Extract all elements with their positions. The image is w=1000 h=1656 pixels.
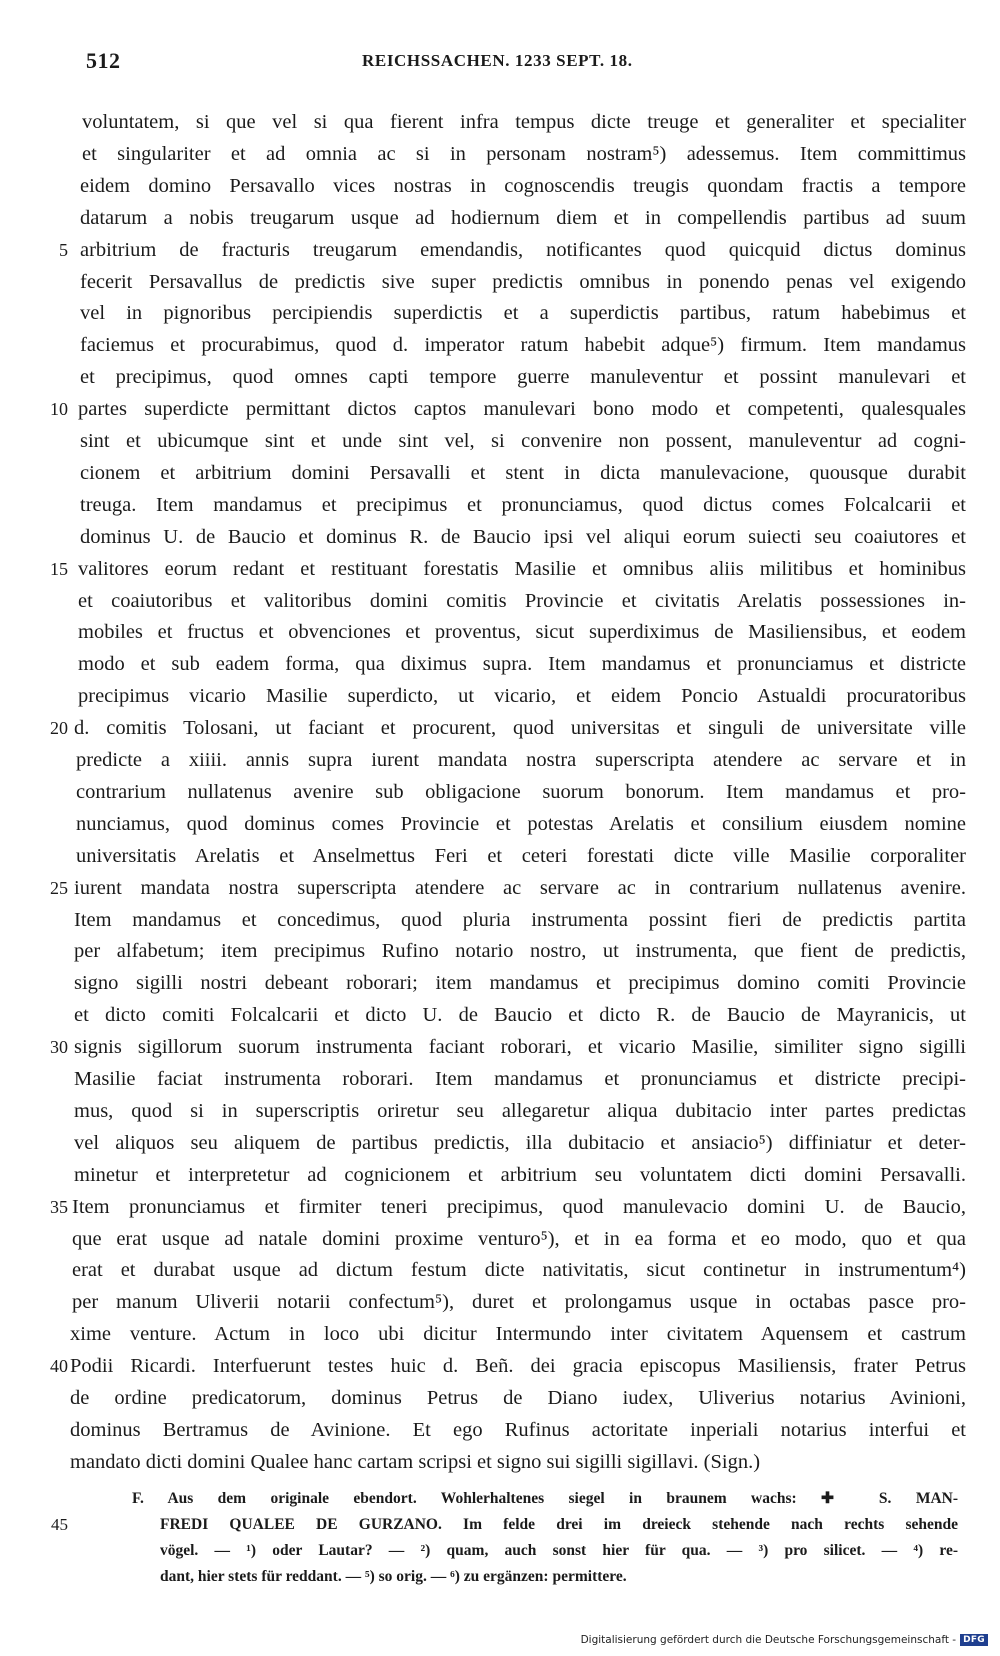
line-number: 25	[50, 877, 68, 898]
text-line: contrarium nullatenus avenire sub obligacione suorum bonorum. Item mandamus et pro-	[76, 780, 966, 803]
footnote-line: FREDI QUALEE DE GURZANO. Im felde drei im dreieck stehende nach rechts sehende	[160, 1516, 958, 1533]
line-number: 40	[50, 1356, 68, 1377]
page-number: 512	[86, 48, 121, 73]
text-line: per manum Uliverii notarii confectum⁵), duret et prolongamus usque in octabas pasce pro-	[72, 1291, 966, 1314]
text-line: de ordine predicatorum, dominus Petrus de Diano iudex, Uliverius notarius Avinioni,	[70, 1387, 966, 1409]
text-line: modo et sub eadem forma, qua diximus supra. Item mandamus et pronunciamus et districte	[78, 653, 966, 676]
text-line: Item mandamus et concedimus, quod pluria instrumenta possint fieri de predictis partita	[74, 908, 966, 931]
text-line: universitatis Arelatis et Anselmettus Feri et ceteri forestati dicte ville Masilie corporaliter	[76, 844, 966, 867]
text-line: minetur et interpretetur ad cognicionem et arbitrium seu voluntatem dicti domini Persavalli.	[74, 1163, 966, 1186]
text-line: datarum a nobis treugarum usque ad hodiernum diem et in compellendis partibus ad suum	[80, 206, 966, 229]
text-line: arbitrium de fracturis treugarum emendandis, notificantes quod quicquid dictus dominus	[80, 238, 966, 261]
text-line: signo sigilli nostri debeant roborari; item mandamus et precipimus domino comiti Provincie	[74, 972, 966, 995]
text-line: mobiles et fructus et obvenciones et proventus, sicut superdiximus de Masiliensibus, et eodem	[78, 621, 966, 644]
text-line: dominus Bertramus de Avinione. Et ego Rufinus actoritate inperiali notarius interfui et	[70, 1418, 966, 1441]
line-number: 20	[50, 718, 68, 739]
text-line: per alfabetum; item precipimus Rufino notario nostro, ut instrumenta, que fient de predictis,	[74, 940, 966, 963]
text-line: que erat usque ad natale domini proxime venturo⁵), et in ea forma et eo modo, quo et qua	[72, 1227, 966, 1250]
text-line: vel in pignoribus percipiendis superdictis et a superdictis partibus, ratum habebimus et	[80, 302, 966, 325]
running-title: REICHSSACHEN. 1233 SEPT. 18.	[362, 51, 633, 70]
page-header	[0, 48, 1000, 78]
text-line: et precipimus, quod omnes capti tempore guerre manuleventur et possint manulevari et	[80, 366, 966, 389]
text-line: predicte a xiiii. annis supra iurent mandata nostra superscripta atendere ac servare et in	[76, 749, 966, 771]
text-line: cionem et arbitrium domini Persavalli et stent in dicta manulevacione, quousque durabit	[80, 461, 966, 484]
text-line: faciemus et procurabimus, quod d. imperator ratum habebit adque⁵) firmum. Item mandamus	[80, 334, 966, 357]
text-line: fecerit Persavallus de predictis sive super predictis omnibus in ponendo penas vel exigendo	[80, 270, 966, 293]
text-line: treuga. Item mandamus et precipimus et pronunciamus, quod dictus comes Folcalcarii et	[80, 493, 966, 516]
text-line: vel aliquos seu aliquem de partibus predictis, illa dubitacio et ansiacio⁵) diffiniatur et deter-	[74, 1131, 966, 1154]
line-number: 5	[59, 239, 68, 260]
text-line: et dicto comiti Folcalcarii et dicto U. de Baucio et dicto R. de Baucio de Mayranicis, ut	[74, 1004, 966, 1027]
text-line: valitores eorum redant et restituant forestatis Masilie et omnibus aliis militibus et hominibus	[78, 557, 966, 580]
text-line: sint et ubicumque sint et unde sint vel, si convenire non possent, manuleventur ad cogni-	[80, 430, 966, 452]
text-line: nunciamus, quod dominus comes Provincie et potestas Arelatis et consilium eiusdem nomine	[76, 812, 966, 835]
line-number: 30	[50, 1037, 68, 1058]
text-line: partes superdicte permittant dictos captos manulevari bono modo et competenti, qualesquales	[78, 398, 966, 421]
text-line: dominus U. de Baucio et dominus R. de Baucio ipsi vel aliqui eorum suiecti seu coaiutores et	[80, 525, 966, 548]
line-number: 10	[50, 399, 68, 420]
text-line: voluntatem, si que vel si qua fierent infra tempus dicte treuge et generaliter et specialiter	[82, 111, 966, 133]
text-line: precipimus vicario Masilie superdicto, ut vicario, et eidem Poncio Astualdi procuratoribus	[78, 685, 966, 708]
digitization-footer	[581, 1634, 988, 1646]
text-line: mus, quod si in superscriptis oriretur seu allegaretur aliqua dubitacio inter partes predictas	[74, 1099, 966, 1122]
text-line: eidem domino Persavallo vices nostras in cognoscendis treugis quondam fractis a tempore	[80, 174, 966, 197]
text-line: et coaiutoribus et valitoribus domini comitis Provincie et civitatis Arelatis possessiones in-	[78, 589, 966, 612]
text-line: Item pronunciamus et firmiter teneri precipimus, quod manulevacio domini U. de Baucio,	[72, 1195, 966, 1218]
footnote-line: dant, hier stets für reddant. — ⁵) so orig. — ⁶) zu ergänzen: permittere.	[160, 1568, 627, 1585]
text-line: iurent mandata nostra superscripta atendere ac servare ac in contrarium nullatenus avenire.	[74, 876, 966, 899]
text-line: mandato dicti domini Qualee hanc cartam scripsi et signo sui sigilli sigillavi. (Sign.)	[70, 1450, 761, 1473]
text-line: Podii Ricardi. Interfuerunt testes huic d. Beñ. dei gracia episcopus Masiliensis, frater Petrus	[70, 1355, 966, 1378]
line-number: 15	[50, 558, 68, 579]
digitization-note: Digitalisierung gefördert durch die Deutsche Forschungsgemeinschaft -	[580, 1634, 957, 1646]
text-line: et singulariter et ad omnia ac si in personam nostram⁵) adessemus. Item committimus	[82, 142, 966, 165]
dfg-logo: DFG	[960, 1634, 988, 1646]
line-number: 35	[50, 1196, 68, 1217]
text-line: erat et durabat usque ad dictum festum dicte nativitatis, sicut continetur in instrumentum⁴)	[72, 1259, 966, 1282]
text-line: signis sigillorum suorum instrumenta faciant roborari, et vicario Masilie, similiter signo sigilli	[74, 1036, 966, 1059]
text-line: Masilie faciat instrumenta roborari. Item mandamus et pronunciamus et districte precipi-	[74, 1068, 966, 1090]
footnote-line-number: 45	[51, 1515, 68, 1534]
text-line: xime venture. Actum in loco ubi dicitur Intermundo inter civitatem Aquensem et castrum	[70, 1323, 966, 1346]
footnote-line: vögel. — ¹) oder Lautar? — ²) quam, auch sonst hier für qua. — ³) pro silicet. — ⁴) re-	[160, 1542, 958, 1559]
footnote-line: F. Aus dem originale ebendort. Wohlerhaltenes siegel in braunem wachs: ✚ S. MAN-	[132, 1490, 958, 1507]
text-line: d. comitis Tolosani, ut faciant et procurent, quod universitas et singuli de universitate ville	[74, 717, 966, 740]
